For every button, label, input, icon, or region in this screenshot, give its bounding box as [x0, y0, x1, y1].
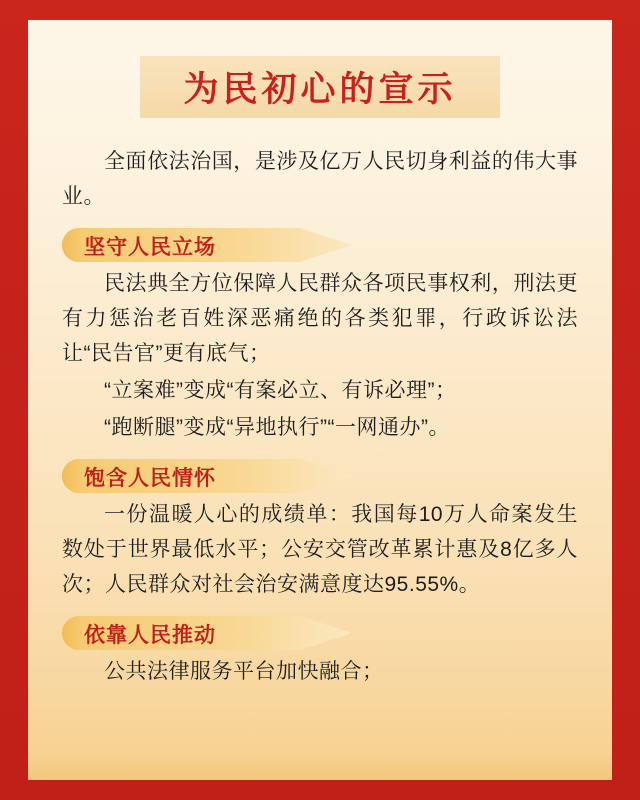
section-title-2: 饱含人民情怀	[84, 467, 216, 490]
section-heading-3	[62, 616, 578, 650]
poster-card	[28, 20, 612, 780]
intro-paragraph: 全面依法治国，是涉及亿万人民切身利益的伟大事业。	[62, 150, 578, 208]
poster-body	[28, 126, 612, 689]
card-bottom-fade	[28, 754, 612, 780]
section-1-paragraph-3: “跑断腿”变成“异地执行”“一网通办”。	[104, 416, 450, 439]
section-1-paragraph-2: “立案难”变成“有案必立、有诉必理”；	[104, 379, 457, 402]
section-heading-2	[62, 459, 578, 493]
page-title: 为民初心的宣示	[183, 70, 457, 109]
section-1-paragraph-1: 民法典全方位保障人民群众各项民事权利，刑法更有力惩治老百姓深恶痛绝的各类犯罪，行政诉讼法让“民告官”更有底气；	[62, 272, 578, 365]
section-3-paragraph-1: 公共法律服务平台加快融合；	[104, 660, 384, 683]
section-title-1: 坚守人民立场	[84, 236, 216, 259]
section-heading-1	[62, 228, 578, 262]
poster-title-area	[28, 56, 612, 126]
section-2-paragraph-1: 一份温暖人心的成绩单：我国每10万人命案发生数处于世界最低水平；公安交管改革累计惠及8亿多人次；人民群众对社会治安满意度达95.55%。	[62, 503, 578, 596]
section-title-3: 依靠人民推动	[84, 624, 216, 647]
